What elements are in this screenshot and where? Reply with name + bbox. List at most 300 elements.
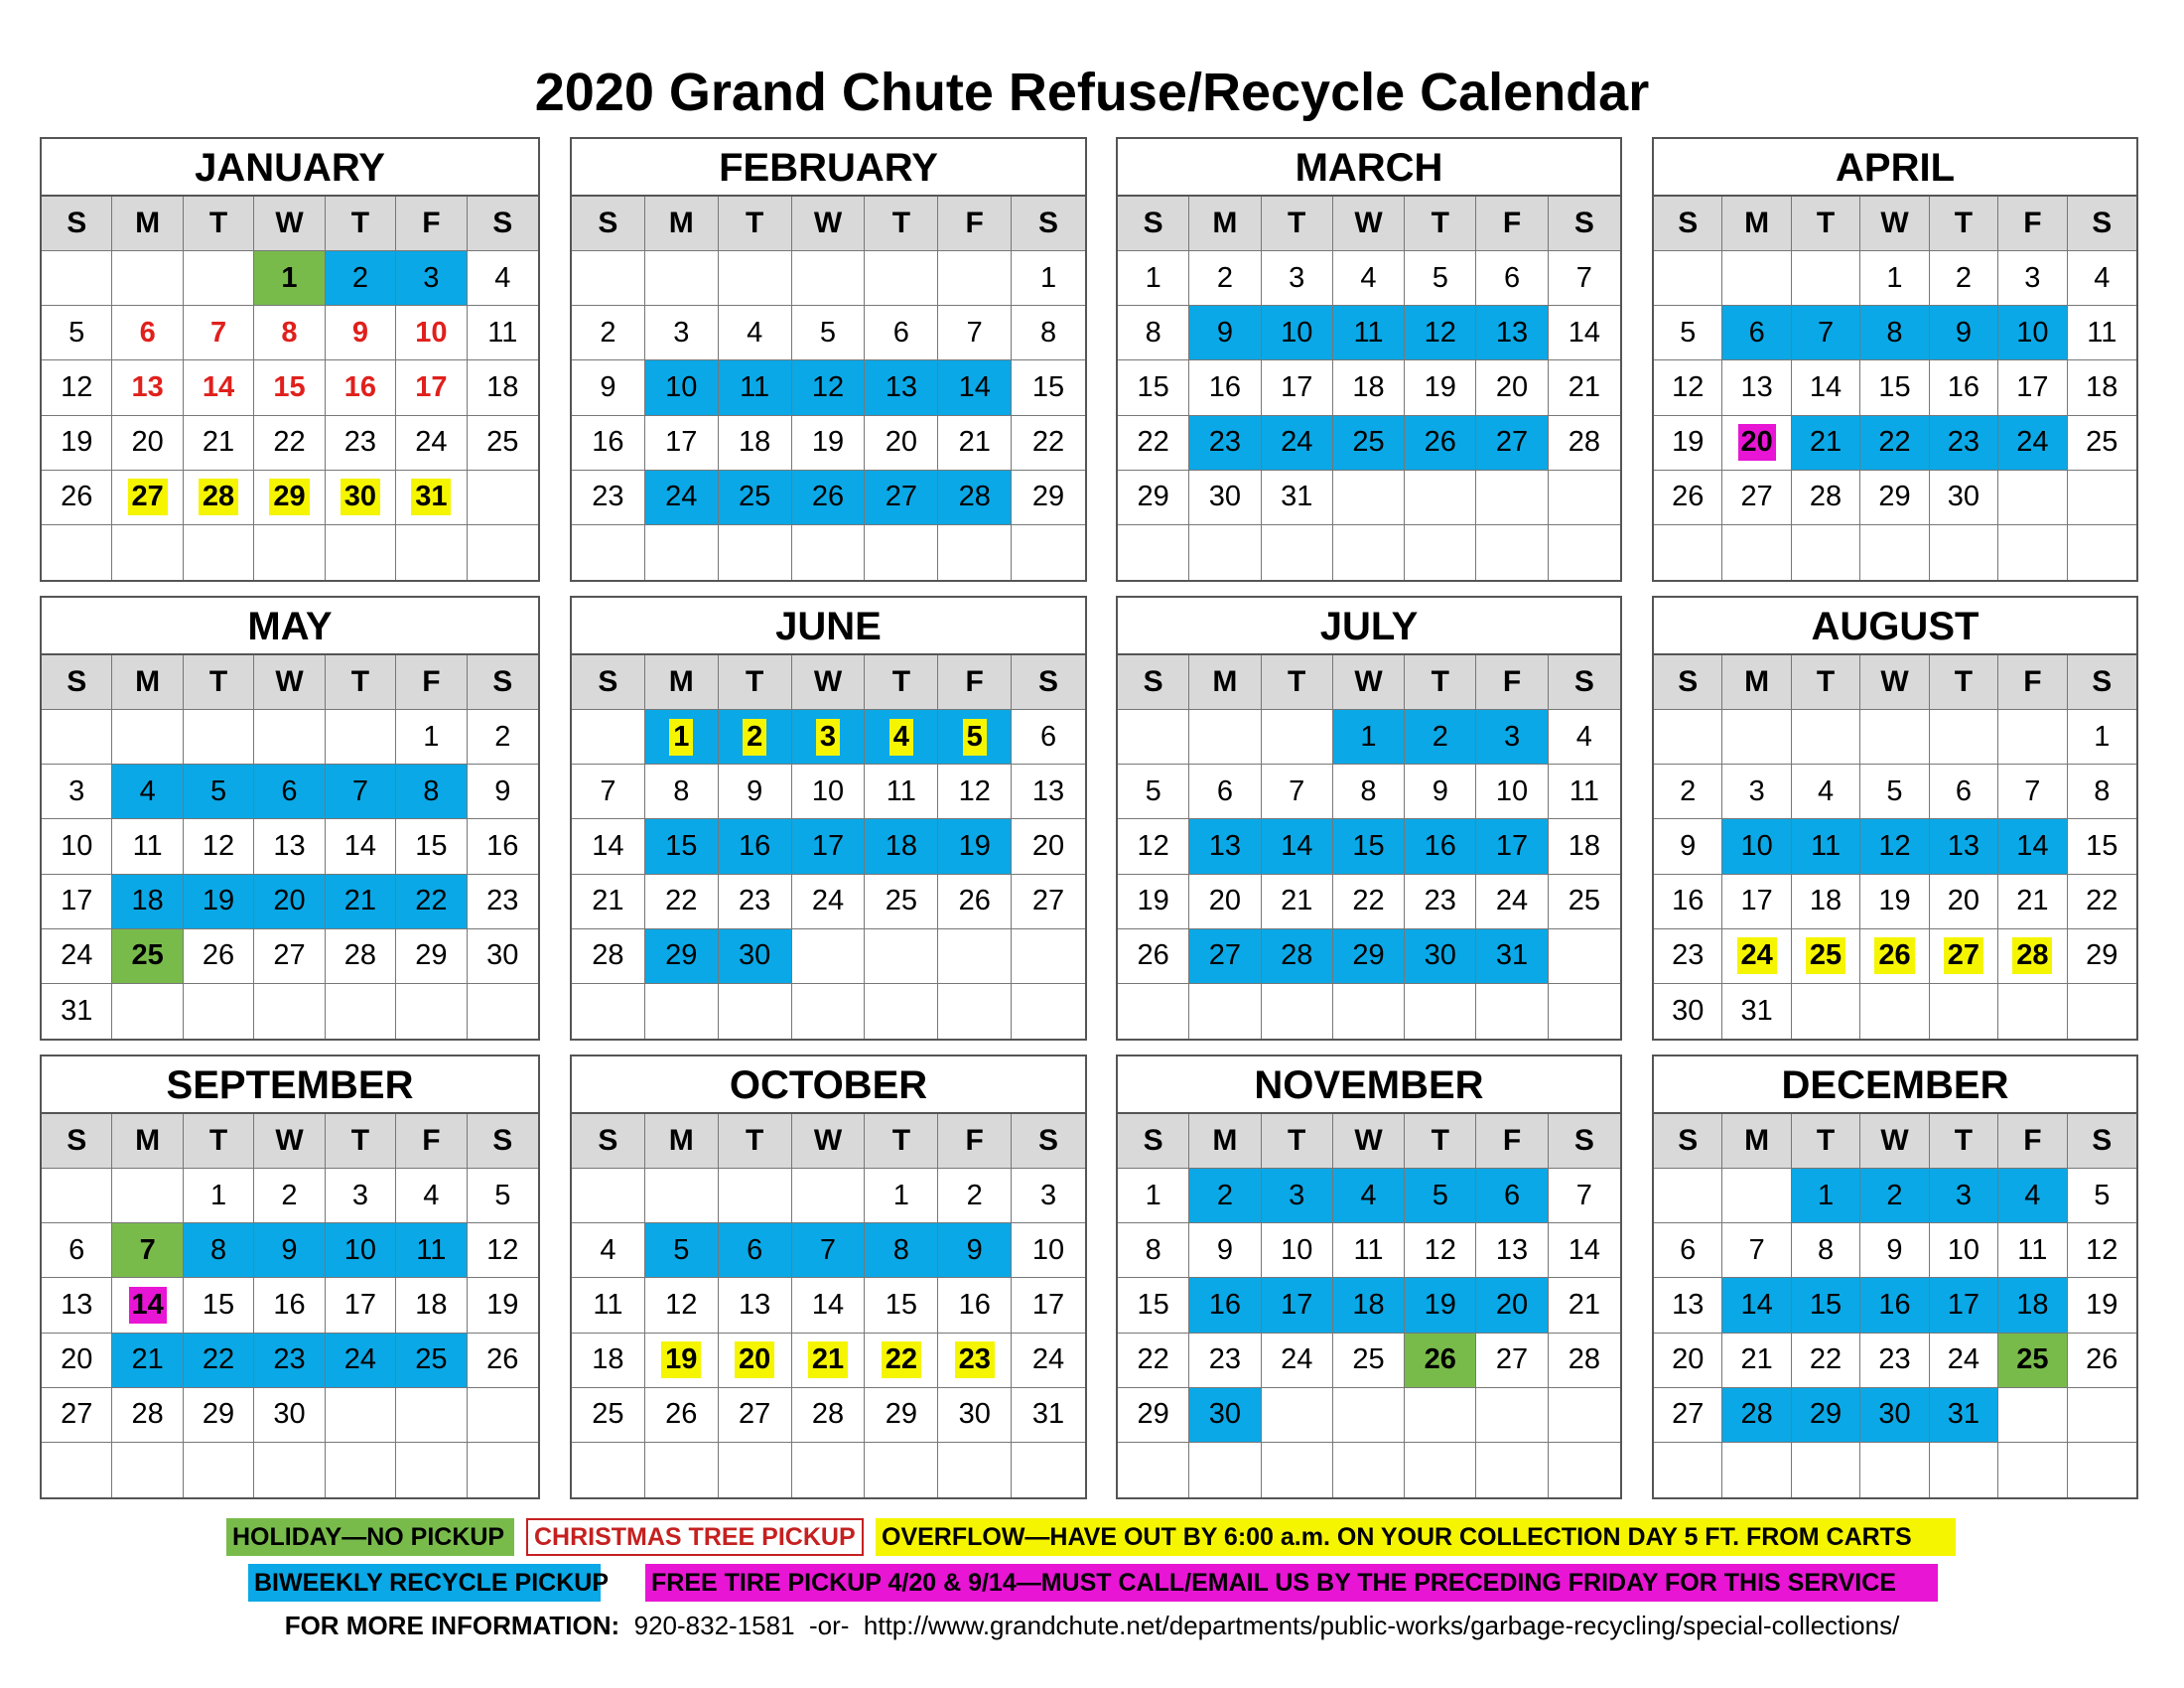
day-cell: 11 bbox=[1998, 1223, 2067, 1278]
day-cell: 20 bbox=[1476, 360, 1548, 415]
day-cell: 6 bbox=[865, 306, 938, 360]
empty-cell bbox=[1654, 1443, 1722, 1497]
empty-cell bbox=[792, 929, 866, 984]
day-cell: 2 bbox=[468, 710, 538, 765]
day-cell: 22 bbox=[1118, 416, 1189, 471]
empty-cell bbox=[2068, 525, 2136, 580]
month-july bbox=[1116, 596, 1622, 1041]
empty-cell bbox=[1998, 710, 2067, 765]
weekday-header: T bbox=[1930, 655, 1998, 710]
overflow-day-number: 1 bbox=[669, 719, 693, 756]
empty-cell bbox=[1549, 471, 1620, 525]
weekday-header: F bbox=[938, 197, 1012, 251]
weekday-header: S bbox=[1012, 1114, 1085, 1169]
weekday-header: W bbox=[1860, 1114, 1929, 1169]
empty-cell bbox=[1722, 251, 1791, 306]
day-cell: 9 bbox=[572, 360, 645, 415]
day-cell: 9 bbox=[1930, 306, 1998, 360]
day-cell: 21 bbox=[1792, 416, 1860, 471]
empty-cell bbox=[1333, 1388, 1405, 1443]
day-cell: 30 bbox=[938, 1388, 1012, 1443]
weekday-header: S bbox=[468, 655, 538, 710]
day-cell: 1 bbox=[1333, 710, 1405, 765]
empty-cell bbox=[42, 1443, 112, 1497]
day-cell: 6 bbox=[1930, 765, 1998, 819]
day-cell: 21 bbox=[1549, 1278, 1620, 1333]
empty-cell bbox=[865, 984, 938, 1039]
weekday-header: T bbox=[1262, 1114, 1333, 1169]
day-cell: 24 bbox=[1930, 1334, 1998, 1388]
day-cell: 28 bbox=[1792, 471, 1860, 525]
empty-cell bbox=[468, 471, 538, 525]
month-june bbox=[570, 596, 1087, 1041]
month-grid bbox=[572, 197, 1085, 580]
month-name: MAY bbox=[42, 598, 538, 655]
day-cell: 29 bbox=[184, 1388, 254, 1443]
day-cell: 9 bbox=[1189, 306, 1261, 360]
day-cell: 23 bbox=[326, 416, 396, 471]
day-cell: 11 bbox=[572, 1278, 645, 1333]
empty-cell bbox=[1792, 251, 1860, 306]
weekday-header: T bbox=[865, 655, 938, 710]
empty-cell bbox=[1654, 1169, 1722, 1223]
empty-cell bbox=[1930, 525, 1998, 580]
day-cell: 6 bbox=[112, 306, 183, 360]
day-cell: 18 bbox=[1549, 819, 1620, 874]
empty-cell bbox=[112, 525, 183, 580]
day-cell bbox=[112, 471, 183, 525]
day-cell: 17 bbox=[1998, 360, 2067, 415]
empty-cell bbox=[1262, 710, 1333, 765]
weekday-header: S bbox=[1549, 655, 1620, 710]
month-grid bbox=[572, 1114, 1085, 1497]
day-cell: 1 bbox=[865, 1169, 938, 1223]
day-cell bbox=[645, 710, 719, 765]
day-cell: 29 bbox=[1118, 1388, 1189, 1443]
day-cell: 10 bbox=[645, 360, 719, 415]
day-cell: 25 bbox=[112, 929, 183, 984]
day-cell: 13 bbox=[1722, 360, 1791, 415]
day-cell: 8 bbox=[645, 765, 719, 819]
day-cell: 18 bbox=[572, 1334, 645, 1388]
day-cell: 13 bbox=[42, 1278, 112, 1333]
weekday-header: F bbox=[1476, 197, 1548, 251]
day-cell: 17 bbox=[42, 875, 112, 929]
month-august bbox=[1652, 596, 2138, 1041]
day-cell bbox=[254, 471, 325, 525]
day-cell bbox=[865, 710, 938, 765]
page-title: 2020 Grand Chute Refuse/Recycle Calendar bbox=[534, 63, 1650, 122]
month-may bbox=[40, 596, 540, 1041]
day-cell: 11 bbox=[396, 1223, 467, 1278]
weekday-header: T bbox=[184, 197, 254, 251]
day-cell: 5 bbox=[2068, 1169, 2136, 1223]
day-cell: 10 bbox=[1012, 1223, 1085, 1278]
empty-cell bbox=[1860, 984, 1929, 1039]
day-cell: 6 bbox=[42, 1223, 112, 1278]
tire-day-number: 20 bbox=[1738, 424, 1776, 461]
empty-cell bbox=[1792, 710, 1860, 765]
empty-cell bbox=[1012, 1443, 1085, 1497]
day-cell bbox=[792, 1334, 866, 1388]
day-cell: 15 bbox=[184, 1278, 254, 1333]
overflow-day-number: 27 bbox=[1944, 937, 1983, 974]
day-cell: 11 bbox=[1333, 1223, 1405, 1278]
month-october bbox=[570, 1055, 1087, 1499]
day-cell: 4 bbox=[1792, 765, 1860, 819]
day-cell: 29 bbox=[2068, 929, 2136, 984]
empty-cell bbox=[396, 1443, 467, 1497]
empty-cell bbox=[42, 251, 112, 306]
empty-cell bbox=[184, 1443, 254, 1497]
empty-cell bbox=[938, 1443, 1012, 1497]
empty-cell bbox=[645, 1169, 719, 1223]
day-cell: 12 bbox=[1405, 1223, 1476, 1278]
day-cell: 21 bbox=[572, 875, 645, 929]
day-cell: 10 bbox=[1262, 306, 1333, 360]
empty-cell bbox=[1262, 1388, 1333, 1443]
day-cell bbox=[938, 1334, 1012, 1388]
weekday-header: S bbox=[468, 1114, 538, 1169]
day-cell: 17 bbox=[1262, 1278, 1333, 1333]
empty-cell bbox=[1333, 471, 1405, 525]
day-cell: 2 bbox=[1860, 1169, 1929, 1223]
day-cell: 19 bbox=[792, 416, 866, 471]
day-cell: 16 bbox=[1930, 360, 1998, 415]
weekday-header: F bbox=[396, 197, 467, 251]
day-cell: 10 bbox=[1998, 306, 2067, 360]
day-cell bbox=[719, 1334, 792, 1388]
day-cell: 21 bbox=[938, 416, 1012, 471]
empty-cell bbox=[2068, 471, 2136, 525]
day-cell: 7 bbox=[1549, 1169, 1620, 1223]
weekday-header: M bbox=[1189, 197, 1261, 251]
empty-cell bbox=[1476, 525, 1548, 580]
day-cell: 23 bbox=[719, 875, 792, 929]
overflow-day-number: 26 bbox=[1874, 937, 1914, 974]
day-cell: 7 bbox=[1792, 306, 1860, 360]
day-cell: 14 bbox=[1549, 306, 1620, 360]
day-cell: 26 bbox=[2068, 1334, 2136, 1388]
day-cell: 14 bbox=[1549, 1223, 1620, 1278]
day-cell: 17 bbox=[1722, 875, 1791, 929]
day-cell: 12 bbox=[1654, 360, 1722, 415]
empty-cell bbox=[2068, 1388, 2136, 1443]
day-cell: 20 bbox=[42, 1334, 112, 1388]
empty-cell bbox=[1118, 710, 1189, 765]
day-cell: 11 bbox=[1549, 765, 1620, 819]
weekday-header: F bbox=[1476, 1114, 1548, 1169]
month-name: NOVEMBER bbox=[1118, 1056, 1620, 1114]
legend-free-tire: FREE TIRE PICKUP 4/20 & 9/14—MUST CALL/EMAIL US BY THE PRECEDING FRIDAY FOR THIS SERVICE bbox=[645, 1564, 1938, 1602]
day-cell: 1 bbox=[254, 251, 325, 306]
tire-day-number: 14 bbox=[129, 1287, 167, 1324]
empty-cell bbox=[184, 710, 254, 765]
day-cell: 28 bbox=[326, 929, 396, 984]
day-cell: 1 bbox=[1860, 251, 1929, 306]
empty-cell bbox=[1549, 929, 1620, 984]
empty-cell bbox=[1333, 525, 1405, 580]
month-name: AUGUST bbox=[1654, 598, 2136, 655]
day-cell: 17 bbox=[396, 360, 467, 415]
day-cell: 13 bbox=[1476, 306, 1548, 360]
day-cell: 27 bbox=[865, 471, 938, 525]
empty-cell bbox=[2068, 984, 2136, 1039]
day-cell: 16 bbox=[468, 819, 538, 874]
day-cell: 31 bbox=[1262, 471, 1333, 525]
day-cell: 8 bbox=[1860, 306, 1929, 360]
day-cell: 8 bbox=[865, 1223, 938, 1278]
overflow-day-number: 28 bbox=[2012, 937, 2052, 974]
day-cell: 18 bbox=[112, 875, 183, 929]
day-cell: 1 bbox=[1118, 251, 1189, 306]
day-cell: 19 bbox=[1405, 1278, 1476, 1333]
empty-cell bbox=[792, 1443, 866, 1497]
empty-cell bbox=[719, 1443, 792, 1497]
overflow-day-number: 31 bbox=[411, 479, 451, 515]
day-cell: 10 bbox=[1930, 1223, 1998, 1278]
day-cell: 6 bbox=[1189, 765, 1261, 819]
overflow-day-number: 21 bbox=[808, 1341, 848, 1378]
day-cell: 3 bbox=[1012, 1169, 1085, 1223]
day-cell: 22 bbox=[184, 1334, 254, 1388]
month-name: JUNE bbox=[572, 598, 1085, 655]
day-cell: 9 bbox=[1654, 819, 1722, 874]
day-cell: 12 bbox=[792, 360, 866, 415]
day-cell: 18 bbox=[719, 416, 792, 471]
day-cell: 1 bbox=[1118, 1169, 1189, 1223]
day-cell: 11 bbox=[112, 819, 183, 874]
weekday-header: F bbox=[1998, 655, 2067, 710]
empty-cell bbox=[1998, 525, 2067, 580]
day-cell: 21 bbox=[1262, 875, 1333, 929]
day-cell: 16 bbox=[572, 416, 645, 471]
empty-cell bbox=[1262, 984, 1333, 1039]
overflow-day-number: 28 bbox=[199, 479, 238, 515]
empty-cell bbox=[1333, 1443, 1405, 1497]
weekday-header: S bbox=[1654, 197, 1722, 251]
weekday-header: M bbox=[112, 197, 183, 251]
day-cell: 10 bbox=[1722, 819, 1791, 874]
day-cell: 15 bbox=[396, 819, 467, 874]
overflow-day-number: 4 bbox=[889, 719, 913, 756]
day-cell: 29 bbox=[1792, 1388, 1860, 1443]
day-cell: 23 bbox=[468, 875, 538, 929]
day-cell: 28 bbox=[112, 1388, 183, 1443]
empty-cell bbox=[645, 525, 719, 580]
day-cell: 8 bbox=[1012, 306, 1085, 360]
day-cell: 8 bbox=[1118, 306, 1189, 360]
day-cell: 28 bbox=[938, 471, 1012, 525]
empty-cell bbox=[1549, 1443, 1620, 1497]
day-cell: 11 bbox=[865, 765, 938, 819]
empty-cell bbox=[865, 525, 938, 580]
weekday-header: W bbox=[792, 197, 866, 251]
weekday-header: S bbox=[1012, 655, 1085, 710]
empty-cell bbox=[719, 251, 792, 306]
empty-cell bbox=[938, 525, 1012, 580]
day-cell bbox=[792, 710, 866, 765]
empty-cell bbox=[1012, 525, 1085, 580]
day-cell: 30 bbox=[1189, 1388, 1261, 1443]
empty-cell bbox=[1722, 525, 1791, 580]
day-cell: 21 bbox=[1998, 875, 2067, 929]
empty-cell bbox=[1405, 471, 1476, 525]
month-grid bbox=[42, 197, 538, 580]
day-cell: 4 bbox=[1998, 1169, 2067, 1223]
empty-cell bbox=[326, 710, 396, 765]
day-cell: 28 bbox=[792, 1388, 866, 1443]
empty-cell bbox=[572, 1169, 645, 1223]
empty-cell bbox=[1654, 525, 1722, 580]
day-cell: 31 bbox=[1012, 1388, 1085, 1443]
footer-url[interactable]: http://www.grandchute.net/departments/public-works/garbage-recycling/special-collections/ bbox=[863, 1611, 1900, 1640]
day-cell: 3 bbox=[1930, 1169, 1998, 1223]
day-cell: 3 bbox=[645, 306, 719, 360]
day-cell: 14 bbox=[1722, 1278, 1791, 1333]
day-cell bbox=[1930, 929, 1998, 984]
day-cell: 26 bbox=[1405, 1334, 1476, 1388]
day-cell: 7 bbox=[184, 306, 254, 360]
day-cell: 10 bbox=[326, 1223, 396, 1278]
day-cell: 13 bbox=[1930, 819, 1998, 874]
weekday-header: M bbox=[645, 197, 719, 251]
day-cell: 10 bbox=[792, 765, 866, 819]
empty-cell bbox=[1860, 525, 1929, 580]
weekday-header: W bbox=[1860, 197, 1929, 251]
day-cell: 20 bbox=[1930, 875, 1998, 929]
empty-cell bbox=[1189, 525, 1261, 580]
day-cell: 4 bbox=[1333, 1169, 1405, 1223]
day-cell: 14 bbox=[326, 819, 396, 874]
day-cell: 20 bbox=[1189, 875, 1261, 929]
day-cell: 19 bbox=[468, 1278, 538, 1333]
empty-cell bbox=[865, 1443, 938, 1497]
day-cell: 31 bbox=[1476, 929, 1548, 984]
empty-cell bbox=[1405, 1443, 1476, 1497]
day-cell: 16 bbox=[1189, 360, 1261, 415]
month-grid bbox=[1118, 1114, 1620, 1497]
day-cell: 18 bbox=[1792, 875, 1860, 929]
day-cell: 2 bbox=[254, 1169, 325, 1223]
weekday-header: S bbox=[1118, 655, 1189, 710]
overflow-day-number: 23 bbox=[955, 1341, 995, 1378]
day-cell bbox=[1722, 929, 1791, 984]
empty-cell bbox=[792, 525, 866, 580]
weekday-header: T bbox=[1792, 655, 1860, 710]
empty-cell bbox=[1998, 1443, 2067, 1497]
day-cell: 12 bbox=[645, 1278, 719, 1333]
empty-cell bbox=[42, 1169, 112, 1223]
empty-cell bbox=[572, 710, 645, 765]
month-name: FEBRUARY bbox=[572, 139, 1085, 197]
day-cell: 9 bbox=[1189, 1223, 1261, 1278]
day-cell: 20 bbox=[1654, 1334, 1722, 1388]
month-name: DECEMBER bbox=[1654, 1056, 2136, 1114]
day-cell: 22 bbox=[2068, 875, 2136, 929]
day-cell: 15 bbox=[1012, 360, 1085, 415]
day-cell: 19 bbox=[2068, 1278, 2136, 1333]
empty-cell bbox=[1189, 710, 1261, 765]
day-cell: 11 bbox=[2068, 306, 2136, 360]
empty-cell bbox=[1118, 984, 1189, 1039]
empty-cell bbox=[326, 1443, 396, 1497]
day-cell: 23 bbox=[1189, 416, 1261, 471]
day-cell: 20 bbox=[1476, 1278, 1548, 1333]
empty-cell bbox=[645, 1443, 719, 1497]
day-cell: 9 bbox=[468, 765, 538, 819]
weekday-header: T bbox=[1792, 1114, 1860, 1169]
day-cell: 14 bbox=[1792, 360, 1860, 415]
empty-cell bbox=[938, 251, 1012, 306]
empty-cell bbox=[396, 1388, 467, 1443]
weekday-header: T bbox=[184, 655, 254, 710]
empty-cell bbox=[396, 525, 467, 580]
day-cell: 30 bbox=[1930, 471, 1998, 525]
day-cell bbox=[865, 1334, 938, 1388]
day-cell: 14 bbox=[1262, 819, 1333, 874]
day-cell: 30 bbox=[1860, 1388, 1929, 1443]
weekday-header: T bbox=[865, 197, 938, 251]
day-cell: 3 bbox=[1476, 710, 1548, 765]
empty-cell bbox=[1998, 471, 2067, 525]
day-cell: 13 bbox=[1476, 1223, 1548, 1278]
weekday-header: M bbox=[645, 1114, 719, 1169]
day-cell: 25 bbox=[396, 1334, 467, 1388]
month-grid bbox=[1118, 197, 1620, 580]
overflow-day-number: 20 bbox=[735, 1341, 774, 1378]
month-grid bbox=[1654, 655, 2136, 1039]
legend-holiday: HOLIDAY—NO PICKUP bbox=[226, 1518, 514, 1556]
month-november bbox=[1116, 1055, 1622, 1499]
footer-info bbox=[0, 1611, 2184, 1641]
empty-cell bbox=[1476, 471, 1548, 525]
day-cell: 12 bbox=[468, 1223, 538, 1278]
day-cell: 30 bbox=[719, 929, 792, 984]
weekday-header: W bbox=[1860, 655, 1929, 710]
day-cell: 4 bbox=[468, 251, 538, 306]
day-cell: 22 bbox=[1860, 416, 1929, 471]
weekday-header: W bbox=[254, 655, 325, 710]
day-cell: 8 bbox=[184, 1223, 254, 1278]
day-cell: 23 bbox=[1930, 416, 1998, 471]
day-cell: 24 bbox=[1012, 1334, 1085, 1388]
overflow-day-number: 29 bbox=[269, 479, 309, 515]
day-cell: 26 bbox=[1118, 929, 1189, 984]
day-cell: 28 bbox=[1549, 1334, 1620, 1388]
day-cell: 29 bbox=[865, 1388, 938, 1443]
month-grid bbox=[1654, 1114, 2136, 1497]
empty-cell bbox=[468, 1388, 538, 1443]
empty-cell bbox=[112, 710, 183, 765]
day-cell: 9 bbox=[254, 1223, 325, 1278]
weekday-header: M bbox=[112, 1114, 183, 1169]
day-cell: 21 bbox=[112, 1334, 183, 1388]
day-cell bbox=[1998, 929, 2067, 984]
empty-cell bbox=[792, 1169, 866, 1223]
empty-cell bbox=[1722, 1443, 1791, 1497]
day-cell: 8 bbox=[1118, 1223, 1189, 1278]
day-cell: 18 bbox=[1333, 1278, 1405, 1333]
empty-cell bbox=[184, 984, 254, 1039]
day-cell: 6 bbox=[1476, 251, 1548, 306]
day-cell: 17 bbox=[1012, 1278, 1085, 1333]
weekday-header: M bbox=[1722, 655, 1791, 710]
empty-cell bbox=[1476, 1388, 1548, 1443]
empty-cell bbox=[326, 984, 396, 1039]
day-cell: 13 bbox=[1012, 765, 1085, 819]
day-cell: 2 bbox=[1405, 710, 1476, 765]
